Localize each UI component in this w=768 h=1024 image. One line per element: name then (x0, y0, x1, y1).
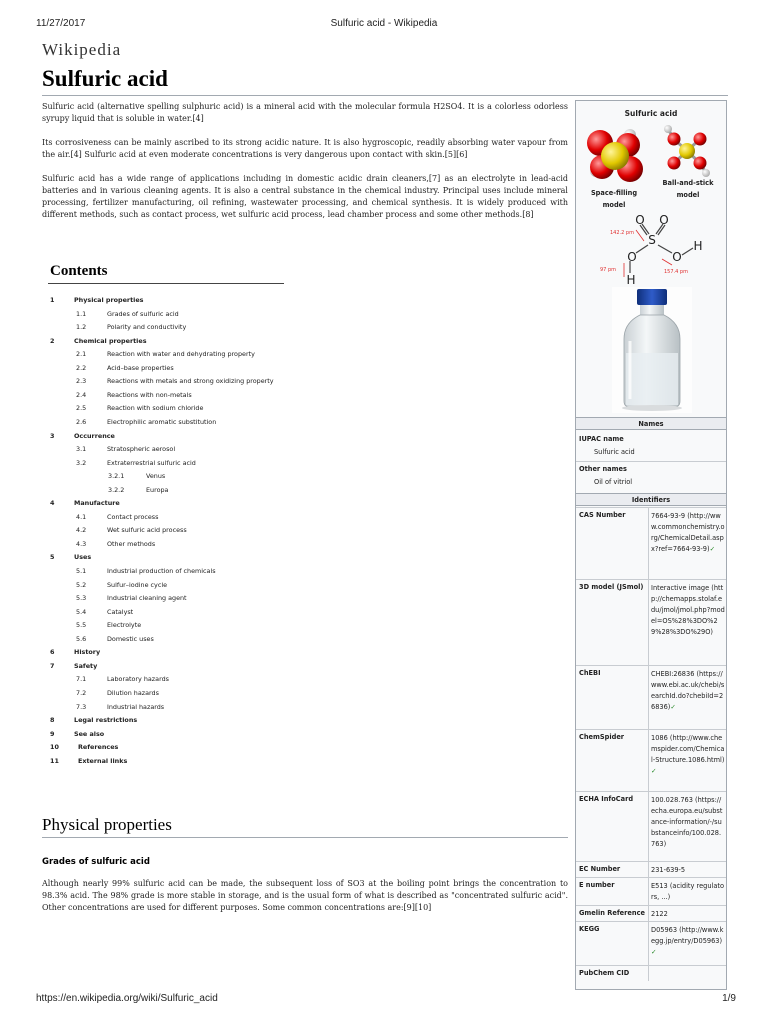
identifier-row (576, 729, 726, 791)
section-rule (42, 837, 568, 838)
identifier-label: KEGG (579, 925, 600, 933)
toc-item-number: 2.6 (76, 417, 87, 426)
toc-item-number: 4.2 (76, 526, 87, 535)
toc-item-number: 3.2.2 (108, 485, 125, 494)
toc-item-number: 6 (50, 648, 55, 657)
identifier-value[interactable] (651, 909, 725, 920)
identifier-value-text[interactable]: E513 (acidity regulators, ...) (651, 882, 724, 901)
diagram-bond2: 97 pm (600, 267, 616, 273)
toc-item-number: 3.2 (76, 458, 87, 467)
toc-item-number: 2.5 (76, 404, 87, 413)
toc-item-number: 7.3 (76, 702, 87, 711)
verified-check-icon: ✓ (651, 948, 657, 956)
intro-paragraph-3: Sulfuric acid has a wide range of applications including in domestic acidic drain cleaners,[7] as an electrolyte in lead-acid batteries and in various cleaning agents. It is also a central substance in the chemical industry. Principal uses include mineral processing, fertilizer manufacturing, oil refining, wastewater processing, and chemical synthesis. It is widely produced with different methods, such as contact process, wet sulfuric acid process, lead chamber process and some other methods.[8] (42, 174, 568, 219)
toc-item-link[interactable]: References (78, 743, 119, 752)
title-rule (42, 95, 728, 96)
diagram-o2: O (659, 215, 669, 227)
print-url[interactable]: https://en.wikipedia.org/wiki/Sulfuric_acid (36, 993, 218, 1004)
names-divider (576, 461, 726, 462)
toc-item-link[interactable]: Manufacture (74, 499, 120, 508)
identifier-value-text[interactable]: 231-639-5 (651, 866, 686, 874)
identifier-row (576, 507, 726, 579)
toc-item-number: 4.1 (76, 512, 87, 521)
identifier-row-divider (648, 792, 649, 861)
toc-item-number: 5.1 (76, 567, 87, 575)
toc-item-link[interactable]: External links (78, 756, 128, 765)
toc-item-number: 2 (50, 336, 55, 345)
identifiers-header: Identifiers (576, 493, 726, 506)
identifier-row (576, 665, 726, 729)
toc-title: Contents (50, 263, 108, 279)
other-names-label: Other names (579, 465, 627, 473)
identifier-label: E number (579, 881, 615, 889)
identifier-value-text[interactable]: D05963 (http://www.kegg.jp/entry/D05963) (651, 926, 724, 945)
toc-item-number: 5.3 (76, 594, 87, 603)
subsection-heading: Grades of sulfuric acid (42, 857, 150, 867)
toc-item-link[interactable]: See also (74, 729, 105, 738)
section-paragraph: Although nearly 99% sulfuric acid can be made, the subsequent loss of SO3 at the boiling point brings the concentration to 98.3% acid. The 98% grade is more stable in storage, and is the usual form of what is described as "concentrated sulfuric acid". Other concentrations are used for different purposes. Some common concentrations are:[9][10] (42, 879, 568, 912)
identifier-value-text[interactable]: CHEBI:26836 (https://www.ebi.ac.uk/chebi/searchId.do?chebiId=26836) (651, 670, 725, 711)
identifier-value[interactable] (651, 881, 725, 903)
toc-item-number: 11 (50, 756, 59, 765)
toc-item-link[interactable]: Occurrence (74, 431, 115, 440)
diagram-h1: H (626, 273, 636, 285)
toc-item-number: 3.1 (76, 445, 87, 454)
toc-item-number: 2.1 (76, 350, 87, 359)
diagram-s: S (648, 233, 656, 247)
toc-item-link[interactable]: Acid–base properties (107, 363, 174, 372)
toc-item-link[interactable]: Other methods (107, 539, 156, 548)
toc-item-link[interactable]: Uses (74, 553, 92, 562)
toc-item-link[interactable]: Polarity and conductivity (107, 323, 187, 332)
toc-item-number: 5.6 (76, 634, 87, 643)
diagram-o1: O (635, 215, 645, 227)
toc-item-number: 10 (50, 743, 59, 752)
identifier-row-divider (648, 862, 649, 877)
names-header: Names (576, 417, 726, 430)
identifier-value[interactable] (651, 733, 725, 777)
toc-item-number: 1.2 (76, 323, 87, 332)
identifier-value-text[interactable]: 2122 (651, 910, 668, 918)
identifier-label: CAS Number (579, 511, 626, 519)
intro-paragraph-1: Sulfuric acid (alternative spelling sulphuric acid) is a mineral acid with the molecular formula H2SO4. It is a colorless odorless syrupy liquid that is soluble in water.[4] (42, 102, 568, 123)
identifier-label: PubChem CID (579, 969, 630, 977)
identifier-label: ECHA InfoCard (579, 795, 634, 803)
toc-item-number: 4 (50, 499, 55, 508)
diagram-h2: H (693, 239, 703, 253)
identifier-row (576, 579, 726, 665)
toc-item-link[interactable]: Reactions with non-metals (107, 390, 192, 399)
toc-rule (48, 283, 284, 284)
identifier-row (576, 921, 726, 965)
infobox-caption: Sulfuric acid (624, 109, 678, 118)
identifier-value-text[interactable]: Interactive image (http://chemapps.stolaf.edu/jmol/jmol.php?model=OS%28%3DO%29%28%3DO%29O) (651, 584, 725, 636)
diagram-o4: O (672, 250, 682, 264)
identifier-row-divider (648, 906, 649, 921)
identifier-row-divider (648, 922, 649, 965)
print-date: 11/27/2017 (36, 18, 86, 29)
toc-item-link[interactable]: Physical properties (74, 296, 144, 304)
iupac-label: IUPAC name (579, 435, 624, 443)
toc-item-link[interactable]: Electrolyte (107, 621, 142, 630)
space-filling-model-image[interactable] (584, 125, 646, 185)
toc-item-link[interactable]: Industrial cleaning agent (107, 594, 187, 603)
diagram-bond3: 157.4 pm (664, 269, 688, 275)
page-title: Sulfuric acid (42, 66, 168, 91)
toc-item-number: 2.2 (76, 363, 87, 372)
toc-item-number: 1 (50, 296, 55, 304)
toc-item-link[interactable]: Sulfur–iodine cycle (107, 580, 168, 589)
toc-item-number: 7.2 (76, 688, 87, 697)
toc-item-link[interactable]: Catalyst (107, 607, 134, 616)
diagram-bond1: 142.2 pm (610, 230, 634, 236)
toc-item-link[interactable]: Wet sulfuric acid process (107, 526, 187, 535)
toc-item-link[interactable]: Dilution hazards (107, 688, 159, 697)
identifier-value-text[interactable]: 1086 (http://www.chemspider.com/Chemical-Structure.1086.html) (651, 734, 725, 764)
identifier-row (576, 861, 726, 877)
toc-item-link[interactable]: Chemical properties (74, 336, 147, 345)
toc-item-link[interactable]: Industrial production of chemicals (107, 567, 216, 575)
toc-item-link[interactable]: Industrial hazards (107, 702, 165, 711)
ball-and-stick-model-image[interactable] (662, 123, 712, 179)
identifier-row (576, 791, 726, 861)
toc-item-link[interactable]: Grades of sulfuric acid (107, 309, 179, 318)
sulfuric-acid-bottle-photo[interactable] (612, 287, 692, 413)
ball-and-stick-label: Ball-and-stick model (662, 179, 714, 199)
toc-item-link[interactable]: Reactions with metals and strong oxidizing property (107, 377, 274, 386)
print-page-number: 1/9 (722, 993, 736, 1004)
identifier-row (576, 905, 726, 921)
structural-formula-diagram[interactable] (596, 215, 708, 285)
identifier-value[interactable] (651, 583, 725, 638)
identifier-value[interactable] (651, 669, 725, 713)
diagram-o3: O (627, 250, 637, 264)
toc-item-number: 5.2 (76, 580, 87, 589)
identifier-row-divider (648, 508, 649, 579)
identifier-row-divider (648, 966, 649, 981)
identifier-value[interactable] (651, 795, 725, 850)
toc-item-number: 2.3 (76, 377, 87, 386)
toc-item-link[interactable]: Laboratory hazards (107, 675, 169, 684)
identifier-row-divider (648, 878, 649, 905)
toc-item-link[interactable]: Europa (146, 485, 169, 494)
identifier-value[interactable] (651, 511, 725, 555)
infobox (575, 100, 727, 990)
toc-item-number: 7 (50, 661, 55, 670)
identifier-label: ChemSpider (579, 733, 625, 741)
identifier-value[interactable] (651, 925, 725, 958)
toc-item-link[interactable]: Contact process (107, 512, 159, 521)
toc-item-link[interactable]: Domestic uses (107, 634, 154, 643)
identifier-row-divider (648, 666, 649, 729)
toc-item-number: 7.1 (76, 675, 87, 684)
toc-item-link[interactable]: Venus (146, 472, 166, 481)
section-heading: Physical properties (42, 815, 172, 834)
wikipedia-wordmark[interactable]: Wikipedia (42, 40, 122, 59)
identifier-value-text[interactable]: 7664-93-9 (http://www.commonchemistry.org/ChemicalDetail.aspx?ref=7664-93-9) (651, 512, 725, 553)
verified-check-icon: ✓ (670, 703, 676, 711)
identifier-label: ChEBI (579, 669, 601, 677)
toc-item-number: 8 (50, 716, 55, 725)
toc-item-number: 2.4 (76, 390, 87, 399)
identifier-label: 3D model (JSmol) (579, 583, 644, 591)
toc-item-number: 3.2.1 (108, 472, 125, 481)
toc-item-link[interactable]: History (74, 648, 101, 657)
identifier-row-divider (648, 730, 649, 791)
toc-item-link[interactable]: Reaction with water and dehydrating property (107, 350, 255, 359)
identifier-value-text[interactable]: 100.028.763 (https://echa.europa.eu/substance-information/-/substanceinfo/100.028.763) (651, 796, 723, 848)
verified-check-icon: ✓ (651, 767, 657, 775)
space-filling-label: Space-filling model (590, 189, 638, 209)
toc-item-link[interactable]: Extraterrestrial sulfuric acid (107, 458, 196, 467)
toc-item-link[interactable]: Safety (74, 661, 98, 670)
identifier-row-divider (648, 580, 649, 665)
identifier-label: EC Number (579, 865, 621, 873)
toc-item-link[interactable]: Reaction with sodium chloride (107, 404, 204, 413)
verified-check-icon: ✓ (709, 545, 716, 553)
intro-paragraph-2: Its corrosiveness can be mainly ascribed to its strong acidic nature. It is also hygroscopic, readily absorbing water vapour from the air.[4] Sulfuric acid at even moderate concentrations is very dangerous upon contact with skin.[5][6] (42, 138, 568, 159)
toc-item-number: 1.1 (76, 309, 87, 318)
toc-item-link[interactable]: Electrophilic aromatic substitution (107, 417, 217, 426)
identifier-label: Gmelin Reference (579, 909, 645, 917)
toc-item-number: 5.4 (76, 607, 87, 616)
identifier-value[interactable] (651, 865, 725, 876)
iupac-value: Sulfuric acid (594, 448, 635, 456)
identifier-row (576, 965, 726, 981)
other-names-value: Oil of vitriol (594, 478, 633, 486)
toc-item-number: 5.5 (76, 621, 87, 630)
toc-item-link[interactable]: Stratospheric aerosol (107, 445, 176, 454)
toc-item-number: 9 (50, 729, 55, 738)
toc-item-number: 4.3 (76, 539, 87, 548)
toc-item-number: 5 (50, 553, 55, 562)
print-page-title: Sulfuric acid - Wikipedia (330, 18, 438, 29)
toc-item-link[interactable]: Legal restrictions (74, 716, 138, 725)
toc-item-number: 3 (50, 431, 55, 440)
identifier-row (576, 877, 726, 905)
